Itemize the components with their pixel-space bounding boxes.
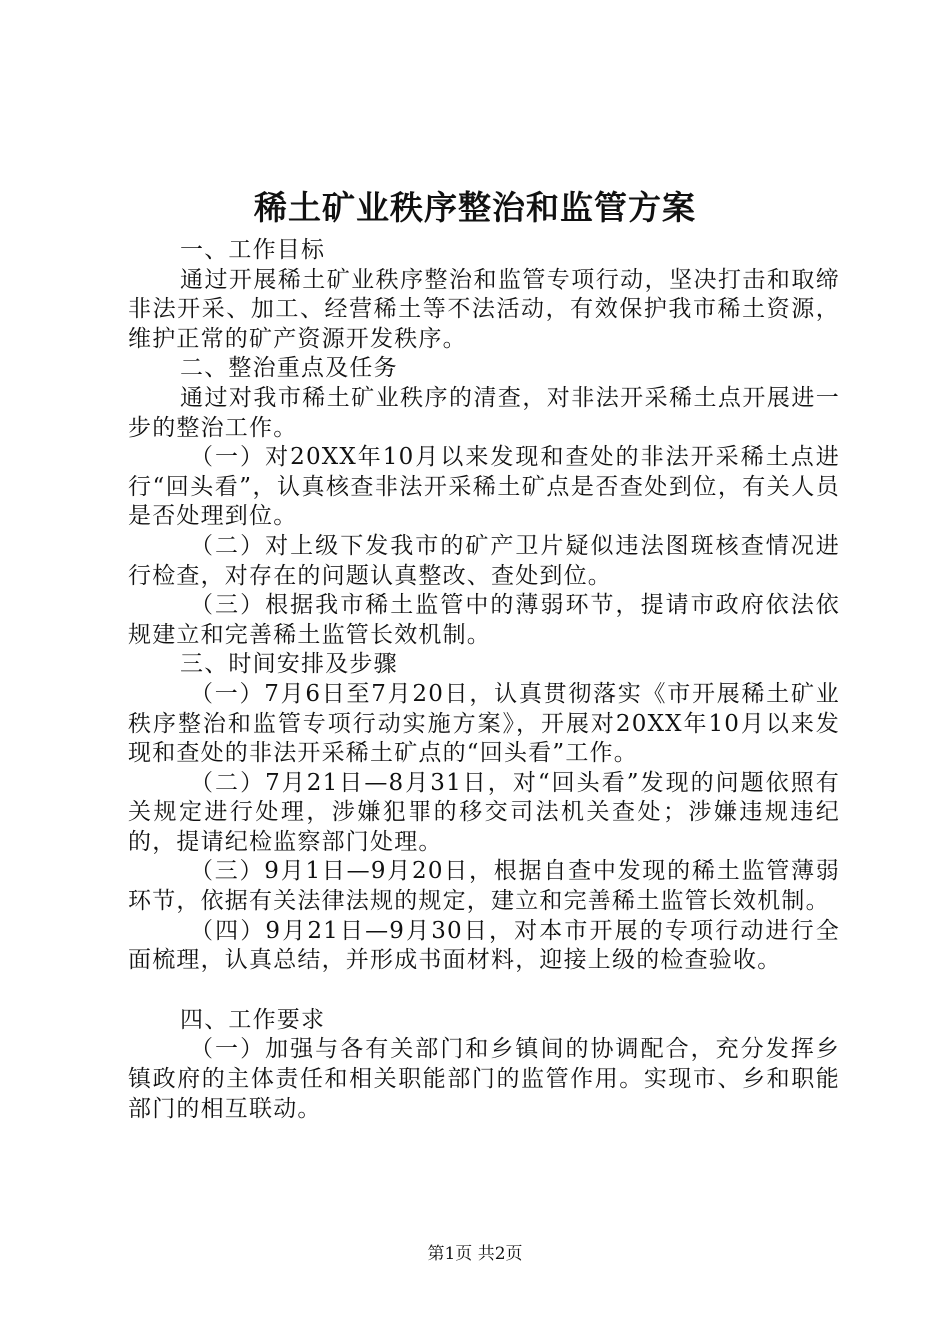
page-footer: 第1页 共2页 [427, 1244, 523, 1264]
section-heading-requirements: 四、工作要求 [180, 1006, 326, 1033]
section-heading-schedule: 三、时间安排及步骤 [180, 651, 398, 678]
paragraph-schedule-2: （二）7月21日—8月31日，对“回头看”发现的问题依照有关规定进行处理，涉嫌犯罪的移交司法机关查处；涉嫌违规违纪的，提请纪检监察部门处理。 [128, 769, 840, 855]
paragraph-schedule-1: （一）7月6日至7月20日，认真贯彻落实《市开展稀土矿业秩序整治和监管专项行动实施方案》，开展对20XX年10月以来发现和查处的非法开采稀土矿点的“回头看”工作。 [128, 680, 840, 767]
section-heading-goal: 一、工作目标 [180, 237, 326, 263]
paragraph-goal: 通过开展稀土矿业秩序整治和监管专项行动，坚决打击和取缔非法开采、加工、经营稀土等不法活动，有效保护我市稀土资源，维护正常的矿产资源开发秩序。 [128, 266, 840, 352]
paragraph-requirement-1: （一）加强与各有关部门和乡镇间的协调配合，充分发挥乡镇政府的主体责任和相关职能部门的监管作用。实现市、乡和职能部门的相互联动。 [128, 1036, 840, 1122]
paragraph-tasks-intro: 通过对我市稀土矿业秩序的清查，对非法开采稀土点开展进一步的整治工作。 [128, 384, 840, 441]
paragraph-schedule-4: （四）9月21日—9月30日，对本市开展的专项行动进行全面梳理，认真总结，并形成书面材料，迎接上级的检查验收。 [128, 917, 840, 974]
document-title: 稀土矿业秩序整治和监管方案 [254, 188, 696, 227]
paragraph-task-2: （二）对上级下发我市的矿产卫片疑似违法图斑核查情况进行检查，对存在的问题认真整改、查处到位。 [128, 532, 840, 589]
paragraph-schedule-3: （三）9月1日—9月20日，根据自查中发现的稀土监管薄弱环节，依据有关法律法规的规定，建立和完善稀土监管长效机制。 [128, 858, 840, 915]
section-heading-tasks: 二、整治重点及任务 [180, 355, 398, 382]
paragraph-task-3: （三）根据我市稀土监管中的薄弱环节，提请市政府依法依规建立和完善稀土监管长效机制。 [128, 592, 840, 648]
document-body [128, 236, 840, 1124]
paragraph-task-1: （一）对20XX年10月以来发现和查处的非法开采稀土点进行“回头看”，认真核查非法开采稀土矿点是否查处到位，有关人员是否处理到位。 [128, 444, 840, 530]
